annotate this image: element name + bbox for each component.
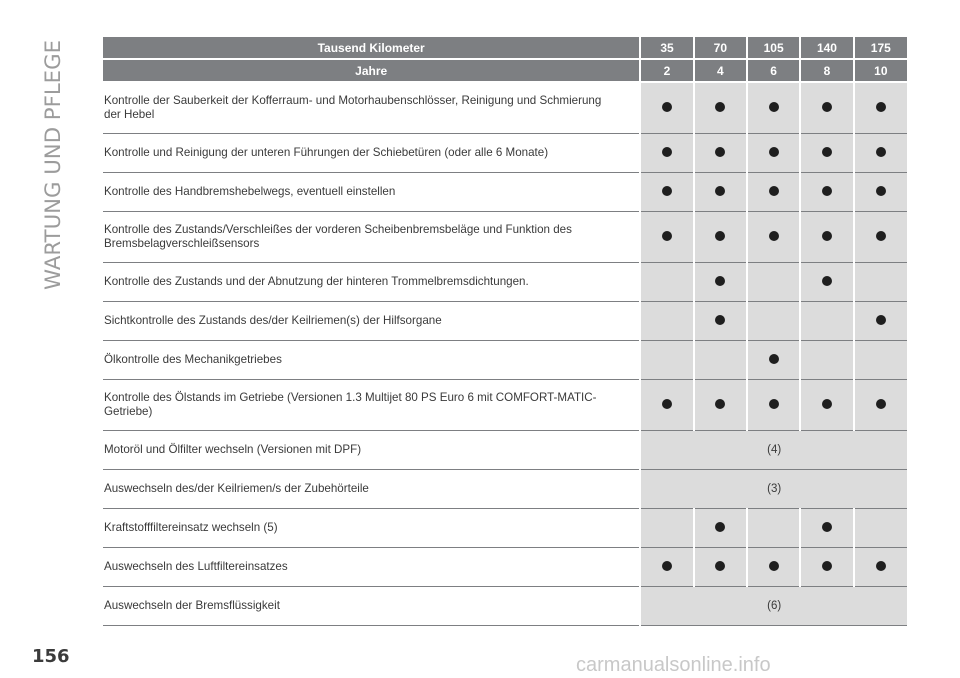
header-year-value: 8 — [800, 59, 853, 82]
header-year-value: 4 — [694, 59, 747, 82]
interval-cell — [694, 341, 747, 380]
interval-cell — [800, 548, 853, 587]
row-description: Kontrolle und Reinigung der unteren Führungen der Schiebetüren (oder alle 6 Monate) — [103, 134, 639, 173]
check-dot-icon — [822, 399, 832, 409]
check-dot-icon — [715, 561, 725, 571]
interval-cell — [854, 380, 907, 431]
table-row — [103, 134, 907, 173]
interval-cell — [640, 134, 693, 173]
interval-cell — [800, 134, 853, 173]
check-dot-icon — [662, 102, 672, 112]
row-description: Kraftstofffiltereinsatz wechseln (5) — [103, 509, 639, 548]
header-km-value: 105 — [747, 37, 800, 59]
check-dot-icon — [662, 186, 672, 196]
check-dot-icon — [876, 399, 886, 409]
interval-cell — [800, 82, 853, 134]
table-row — [103, 509, 907, 548]
row-description: Kontrolle der Sauberkeit der Kofferraum- und Motorhaubenschlösser, Reinigung und Schmierung der Hebel — [103, 82, 639, 134]
check-dot-icon — [662, 147, 672, 157]
row-description: Kontrolle des Zustands und der Abnutzung der hinteren Trommelbremsdichtungen. — [103, 263, 639, 302]
interval-cell — [854, 82, 907, 134]
table-row — [103, 470, 907, 509]
check-dot-icon — [769, 399, 779, 409]
maintenance-schedule-table — [103, 37, 907, 626]
check-dot-icon — [822, 231, 832, 241]
interval-cell — [640, 212, 693, 263]
interval-cell — [747, 548, 800, 587]
interval-cell — [854, 134, 907, 173]
row-description: Ölkontrolle des Mechanikgetriebes — [103, 341, 639, 380]
interval-cell — [854, 509, 907, 548]
section-side-title — [20, 40, 80, 300]
check-dot-icon — [876, 102, 886, 112]
table-row — [103, 212, 907, 263]
table-row — [103, 548, 907, 587]
interval-cell — [747, 134, 800, 173]
interval-cell — [800, 263, 853, 302]
interval-cell — [694, 263, 747, 302]
interval-cell — [640, 341, 693, 380]
row-note: (4) — [640, 431, 907, 470]
interval-cell — [640, 173, 693, 212]
section-side-title-text: WARTUNG UND PFLEGE — [41, 42, 65, 290]
page-number: 156 — [32, 646, 70, 667]
header-year-row — [103, 59, 907, 82]
interval-cell — [854, 173, 907, 212]
check-dot-icon — [715, 522, 725, 532]
interval-cell — [747, 82, 800, 134]
check-dot-icon — [876, 186, 886, 196]
row-description: Auswechseln des Luftfiltereinsatzes — [103, 548, 639, 587]
check-dot-icon — [769, 231, 779, 241]
check-dot-icon — [715, 231, 725, 241]
interval-cell — [800, 509, 853, 548]
interval-cell — [694, 509, 747, 548]
check-dot-icon — [822, 102, 832, 112]
interval-cell — [640, 302, 693, 341]
interval-cell — [694, 380, 747, 431]
check-dot-icon — [876, 561, 886, 571]
table-row — [103, 341, 907, 380]
interval-cell — [800, 341, 853, 380]
check-dot-icon — [662, 399, 672, 409]
check-dot-icon — [822, 522, 832, 532]
interval-cell — [854, 341, 907, 380]
interval-cell — [694, 212, 747, 263]
check-dot-icon — [822, 147, 832, 157]
row-note: (6) — [640, 587, 907, 626]
table-row — [103, 431, 907, 470]
interval-cell — [747, 302, 800, 341]
check-dot-icon — [662, 231, 672, 241]
check-dot-icon — [715, 399, 725, 409]
check-dot-icon — [822, 186, 832, 196]
check-dot-icon — [715, 147, 725, 157]
header-km-value: 140 — [800, 37, 853, 59]
row-description: Kontrolle des Ölstands im Getriebe (Versionen 1.3 Multijet 80 PS Euro 6 mit COMFORT-MATIC-Getriebe) — [103, 380, 639, 431]
header-km-value: 35 — [640, 37, 693, 59]
interval-cell — [694, 173, 747, 212]
check-dot-icon — [715, 276, 725, 286]
interval-cell — [640, 548, 693, 587]
table-row — [103, 587, 907, 626]
header-km-value: 70 — [694, 37, 747, 59]
header-year-value: 2 — [640, 59, 693, 82]
table-row — [103, 380, 907, 431]
interval-cell — [747, 173, 800, 212]
interval-cell — [854, 302, 907, 341]
interval-cell — [747, 509, 800, 548]
interval-cell — [800, 173, 853, 212]
watermark: carmanualsonline.info — [576, 654, 771, 676]
check-dot-icon — [715, 315, 725, 325]
interval-cell — [694, 302, 747, 341]
interval-cell — [800, 380, 853, 431]
interval-cell — [854, 212, 907, 263]
table-row — [103, 173, 907, 212]
check-dot-icon — [715, 102, 725, 112]
interval-cell — [747, 380, 800, 431]
row-description: Motoröl und Ölfilter wechseln (Versionen mit DPF) — [103, 431, 639, 470]
interval-cell — [854, 263, 907, 302]
table-row — [103, 82, 907, 134]
interval-cell — [640, 263, 693, 302]
interval-cell — [800, 302, 853, 341]
interval-cell — [747, 341, 800, 380]
check-dot-icon — [822, 276, 832, 286]
interval-cell — [694, 134, 747, 173]
header-year-value: 10 — [854, 59, 907, 82]
check-dot-icon — [769, 102, 779, 112]
row-note: (3) — [640, 470, 907, 509]
interval-cell — [694, 548, 747, 587]
row-description: Kontrolle des Handbremshebelwegs, eventuell einstellen — [103, 173, 639, 212]
check-dot-icon — [822, 561, 832, 571]
header-year-value: 6 — [747, 59, 800, 82]
row-description: Kontrolle des Zustands/Verschleißes der vorderen Scheibenbremsbeläge und Funktion des Bremsbelagverschleißsensors — [103, 212, 639, 263]
check-dot-icon — [876, 147, 886, 157]
check-dot-icon — [769, 147, 779, 157]
row-description: Auswechseln des/der Keilriemen/s der Zubehörteile — [103, 470, 639, 509]
interval-cell — [640, 380, 693, 431]
check-dot-icon — [769, 561, 779, 571]
check-dot-icon — [876, 315, 886, 325]
interval-cell — [640, 509, 693, 548]
interval-cell — [694, 82, 747, 134]
table-row — [103, 302, 907, 341]
interval-cell — [747, 212, 800, 263]
check-dot-icon — [876, 231, 886, 241]
row-description: Auswechseln der Bremsflüssigkeit — [103, 587, 639, 626]
interval-cell — [854, 548, 907, 587]
interval-cell — [800, 212, 853, 263]
interval-cell — [640, 82, 693, 134]
check-dot-icon — [715, 186, 725, 196]
interval-cell — [747, 263, 800, 302]
header-km-value: 175 — [854, 37, 907, 59]
check-dot-icon — [769, 354, 779, 364]
check-dot-icon — [769, 186, 779, 196]
header-year-label: Jahre — [103, 59, 639, 82]
table-row — [103, 263, 907, 302]
header-km-row — [103, 37, 907, 59]
row-description: Sichtkontrolle des Zustands des/der Keilriemen(s) der Hilfsorgane — [103, 302, 639, 341]
check-dot-icon — [662, 561, 672, 571]
header-km-label: Tausend Kilometer — [103, 37, 639, 59]
